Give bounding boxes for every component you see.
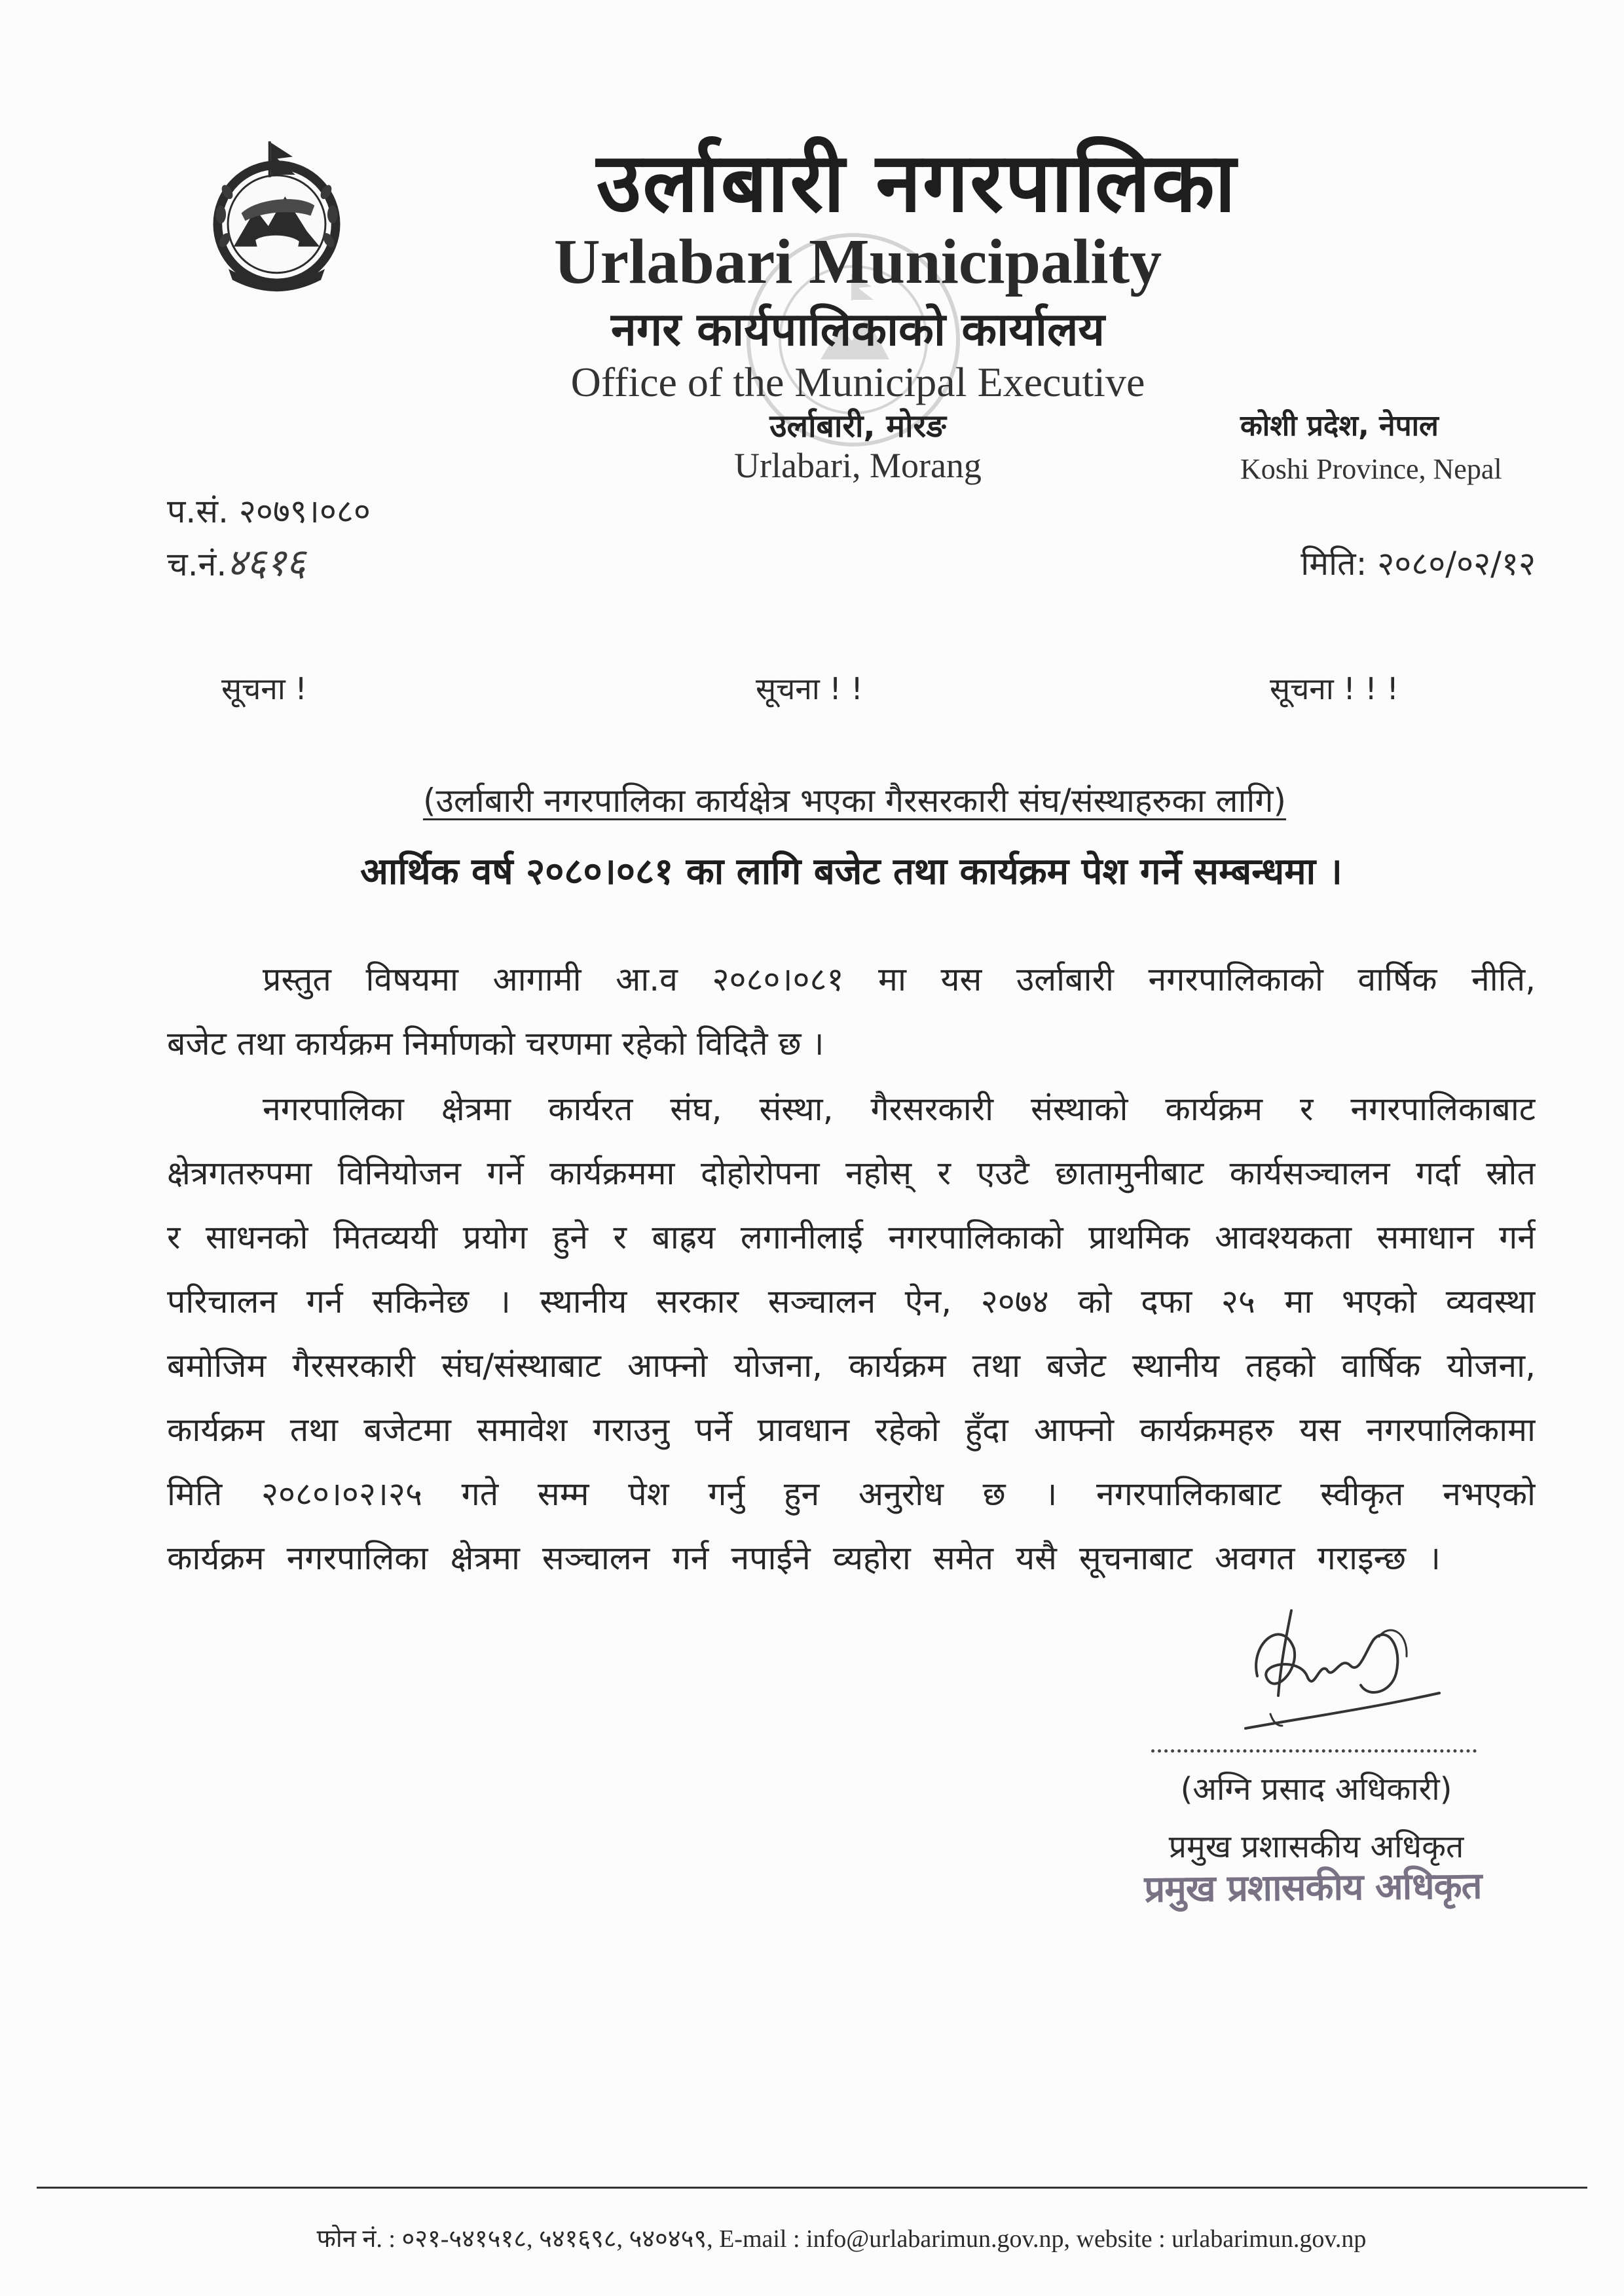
province-nepali: कोशी प्रदेश, नेपाल — [1240, 409, 1439, 443]
signatory-name: (अग्नि प्रसाद अधिकारी) — [1180, 1771, 1452, 1808]
paragraph-line: मिति २०८०।०२।२५ गते सम्म पेश गर्नु हुन अनुरोध छ । नगरपालिकाबाट स्वीकृत नभएको — [167, 1475, 1536, 1513]
paragraph-line: प्रस्तुत विषयमा आगामी आ.व २०८०।०८१ मा यस उर्लाबारी नगरपालिकाको वार्षिक नीति, — [263, 960, 1536, 998]
signatory-designation: प्रमुख प्रशासकीय अधिकृत — [1168, 1829, 1464, 1865]
paragraph-line: र साधनको मितव्ययी प्रयोग हुने र बाह्रय लगानीलाई नगरपालिकाको प्राथमिक आवश्यकता समाधान गर्न — [167, 1218, 1536, 1256]
signature-dotted-line — [1151, 1749, 1477, 1753]
paragraph-line: नगरपालिका क्षेत्रमा कार्यरत संघ, संस्था, गैरसरकारी संस्थाको कार्यक्रम र नगरपालिकाबाट — [263, 1090, 1536, 1128]
paragraph-line: कार्यक्रम नगरपालिका क्षेत्रमा सञ्चालन गर्न नपाईने व्यहोरा समेत यसै सूचनाबाट अवगत गराइन्छ । — [167, 1539, 1441, 1577]
municipality-title-nepali: उर्लाबारी नगरपालिका — [596, 136, 1238, 230]
dispatch-number — [167, 539, 306, 587]
paragraph-line: बजेट तथा कार्यक्रम निर्माणको चरणमा रहेको विदितै छ । — [167, 1025, 824, 1063]
paragraph-line: बमोजिम गैरसरकारी संघ/संस्थाबाट आफ्नो योजना, कार्यक्रम तथा बजेट स्थानीय तहको वार्षिक योजना, — [167, 1347, 1536, 1385]
dispatch-number-handwritten: ४६१६ — [227, 540, 306, 585]
designation-stamp: प्रमुख प्रशासकीय अधिकृत — [1144, 1865, 1482, 1911]
office-name-nepali: नगर कार्यपालिकाको कार्यालय — [610, 302, 1105, 356]
nepal-emblem-logo — [196, 137, 357, 298]
paragraph-line: क्षेत्रगतरुपमा विनियोजन गर्ने कार्यक्रममा दोहोरोपना नहोस् र एउटै छातामुनीबाट कार्यसञ्चालन गर्दा स्रोत — [167, 1154, 1536, 1192]
notice-label-1: सूचना ! — [221, 671, 307, 706]
municipality-title-english: Urlabari Municipality — [553, 227, 1162, 297]
location-nepali: उर्लाबारी, मोरङ — [769, 408, 946, 445]
handwritten-signature — [1231, 1597, 1454, 1755]
subject-audience: (उर्लाबारी नगरपालिका कार्यक्षेत्र भएका गैरसरकारी संघ/संस्थाहरुका लागि) — [422, 782, 1287, 820]
dispatch-number-label: च.नं. — [167, 545, 227, 583]
body-paragraph-2 — [167, 1077, 1536, 1590]
subject-title: आर्थिक वर्ष २०८०।०८१ का लागि बजेट तथा कार्यक्रम पेश गर्ने सम्बन्धमा । — [360, 850, 1342, 893]
location-english: Urlabari, Morang — [734, 446, 982, 485]
province-english: Koshi Province, Nepal — [1240, 453, 1502, 485]
office-name-english: Office of the Municipal Executive — [570, 359, 1145, 405]
notice-label-3: सूचना ! ! ! — [1270, 671, 1399, 706]
paragraph-line: परिचालन गर्न सकिनेछ । स्थानीय सरकार सञ्चालन ऐन, २०७४ को दफा २५ मा भएको व्यवस्था — [167, 1283, 1536, 1321]
footer-contact-info: फोन नं. : ०२१-५४१५१८, ५४१६९८, ५४०४५९, E-mail : info@urlabarimun.gov.np, website : urlabarimun.gov.np — [316, 2225, 1367, 2253]
paragraph-line: कार्यक्रम तथा बजेटमा समावेश गराउनु पर्ने प्रावधान रहेको हुँदा आफ्नो कार्यक्रमहरु यस नगरपालिकामा — [167, 1411, 1536, 1449]
letter-reference-number: प.सं. २०७९।०८० — [167, 492, 371, 530]
body-paragraph-1 — [167, 947, 1536, 1076]
letter-date: मिति: २०८०/०२/१२ — [1301, 545, 1536, 583]
notice-label-2: सूचना ! ! — [756, 671, 863, 706]
footer-divider — [37, 2187, 1587, 2189]
